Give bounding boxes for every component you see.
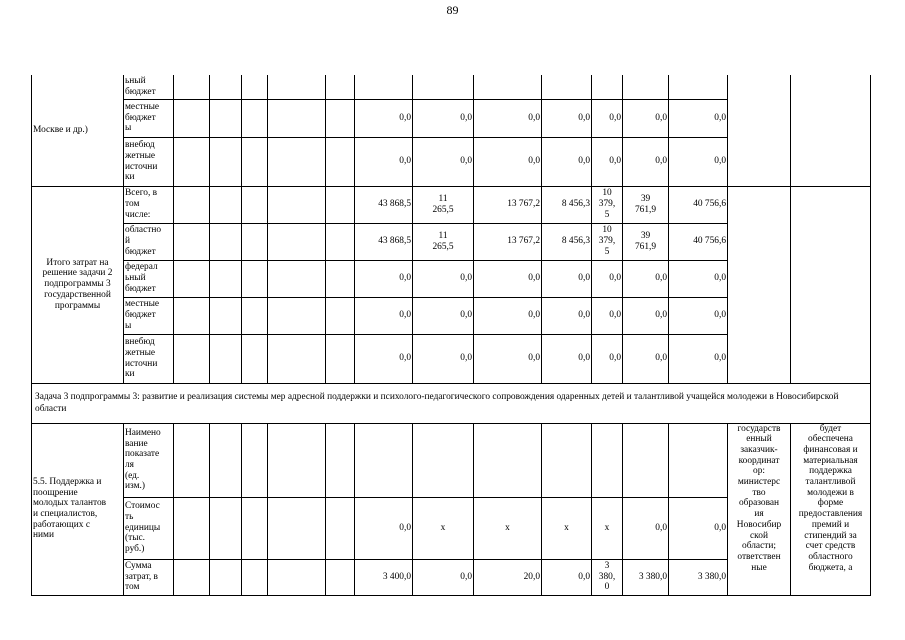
empty-cell: [268, 99, 326, 137]
empty-cell: [174, 559, 210, 595]
funding-category: Наимено вание показате ля (ед. изм.): [124, 423, 174, 497]
empty-cell: [174, 223, 210, 260]
value-cell: 0,0: [413, 559, 474, 595]
value-cell: 0,0: [542, 334, 592, 383]
value-cell: [542, 423, 592, 497]
measure-label: Москве и др.): [32, 75, 124, 186]
value-cell: 0,0: [592, 334, 623, 383]
result-cell: [791, 186, 871, 383]
empty-cell: [242, 334, 268, 383]
empty-cell: [210, 260, 242, 297]
value-cell: 3 380, 0: [592, 559, 623, 595]
empty-cell: [174, 99, 210, 137]
task-description: Задача 3 подпрограммы 3: развитие и реализация системы мер адресной поддержки и психолого-педагогического сопровождения одаренных детей и талантливой учащейся молодежи в Новосибирской области: [32, 383, 871, 423]
empty-cell: [242, 260, 268, 297]
empty-cell: [326, 334, 355, 383]
value-cell: [592, 423, 623, 497]
funding-category: Сумма затрат, в том: [124, 559, 174, 595]
value-cell: 0,0: [474, 297, 542, 334]
empty-cell: [242, 497, 268, 559]
empty-cell: [268, 75, 326, 99]
empty-cell: [268, 186, 326, 223]
value-cell: 0,0: [669, 260, 728, 297]
empty-cell: [210, 186, 242, 223]
empty-cell: [326, 559, 355, 595]
value-cell: 0,0: [669, 334, 728, 383]
value-cell: 0,0: [669, 297, 728, 334]
empty-cell: [210, 423, 242, 497]
empty-cell: [326, 260, 355, 297]
funding-category: внебюд жетные источни ки: [124, 137, 174, 186]
value-cell: 0,0: [592, 99, 623, 137]
empty-cell: [174, 75, 210, 99]
value-cell: 13 767,2: [474, 186, 542, 223]
empty-cell: [268, 260, 326, 297]
value-cell: 40 756,6: [669, 223, 728, 260]
value-cell: 39 761,9: [623, 223, 669, 260]
result-cell: [791, 75, 871, 186]
value-cell: 0,0: [592, 137, 623, 186]
value-cell: 10 379, 5: [592, 223, 623, 260]
value-cell: 11 265,5: [413, 186, 474, 223]
empty-cell: [242, 186, 268, 223]
value-cell: 0,0: [542, 99, 592, 137]
empty-cell: [326, 99, 355, 137]
value-cell: [669, 423, 728, 497]
value-cell: x: [413, 497, 474, 559]
value-cell: 10 379, 5: [592, 186, 623, 223]
value-cell: 0,0: [669, 99, 728, 137]
value-cell: 0,0: [542, 260, 592, 297]
value-cell: [623, 423, 669, 497]
empty-cell: [174, 260, 210, 297]
value-cell: 0,0: [413, 260, 474, 297]
funding-category: федерал ьный бюджет: [124, 260, 174, 297]
executor-cell: государств енный заказчик- координат ор: министерс тво образован ия Новосибир ской области; ответствен ные: [728, 423, 791, 595]
value-cell: 11 265,5: [413, 223, 474, 260]
value-cell: 0,0: [355, 297, 413, 334]
table-row: [32, 423, 871, 497]
empty-cell: [210, 223, 242, 260]
empty-cell: [268, 497, 326, 559]
table-row: [32, 186, 871, 223]
empty-cell: [210, 137, 242, 186]
value-cell: 0,0: [542, 137, 592, 186]
value-cell: 0,0: [542, 559, 592, 595]
value-cell: 0,0: [474, 99, 542, 137]
empty-cell: [210, 497, 242, 559]
value-cell: 0,0: [413, 334, 474, 383]
value-cell: 0,0: [592, 260, 623, 297]
value-cell: [355, 423, 413, 497]
value-cell: [474, 423, 542, 497]
empty-cell: [210, 297, 242, 334]
empty-cell: [174, 186, 210, 223]
funding-category: Всего, в том числе:: [124, 186, 174, 223]
empty-cell: [268, 137, 326, 186]
empty-cell: [174, 297, 210, 334]
empty-cell: [242, 99, 268, 137]
empty-cell: [326, 297, 355, 334]
value-cell: 0,0: [669, 497, 728, 559]
value-cell: x: [592, 497, 623, 559]
value-cell: 3 400,0: [355, 559, 413, 595]
value-cell: 3 380,0: [669, 559, 728, 595]
value-cell: 43 868,5: [355, 186, 413, 223]
value-cell: 8 456,3: [542, 223, 592, 260]
empty-cell: [174, 423, 210, 497]
value-cell: [355, 75, 413, 99]
result-cell: будет обеспечена финансовая и материальная поддержка талантливой молодежи в форме предоставления премий и стипендий за счет средств областного бюджета, а: [791, 423, 871, 595]
empty-cell: [326, 186, 355, 223]
funding-category: внебюд жетные источни ки: [124, 334, 174, 383]
value-cell: 0,0: [669, 137, 728, 186]
budget-table: [31, 75, 871, 596]
funding-category: Стоимос ть единицы (тыс. руб.): [124, 497, 174, 559]
value-cell: [623, 75, 669, 99]
value-cell: 0,0: [623, 297, 669, 334]
funding-category: местные бюджет ы: [124, 99, 174, 137]
executor-cell: [728, 75, 791, 186]
value-cell: [669, 75, 728, 99]
value-cell: 0,0: [413, 99, 474, 137]
value-cell: x: [474, 497, 542, 559]
empty-cell: [174, 334, 210, 383]
value-cell: 0,0: [355, 99, 413, 137]
table-row: [32, 75, 871, 99]
funding-category: областно й бюджет: [124, 223, 174, 260]
empty-cell: [242, 75, 268, 99]
empty-cell: [242, 297, 268, 334]
task-row: [32, 383, 871, 423]
value-cell: 3 380,0: [623, 559, 669, 595]
empty-cell: [268, 423, 326, 497]
empty-cell: [210, 559, 242, 595]
value-cell: [592, 75, 623, 99]
empty-cell: [210, 334, 242, 383]
value-cell: 0,0: [623, 99, 669, 137]
empty-cell: [326, 223, 355, 260]
value-cell: [413, 75, 474, 99]
empty-cell: [174, 497, 210, 559]
value-cell: [413, 423, 474, 497]
value-cell: 0,0: [474, 334, 542, 383]
empty-cell: [242, 137, 268, 186]
value-cell: 0,0: [355, 497, 413, 559]
empty-cell: [174, 137, 210, 186]
value-cell: 43 868,5: [355, 223, 413, 260]
value-cell: 39 761,9: [623, 186, 669, 223]
empty-cell: [210, 99, 242, 137]
empty-cell: [210, 75, 242, 99]
value-cell: 0,0: [592, 297, 623, 334]
empty-cell: [326, 75, 355, 99]
funding-category: ьный бюджет: [124, 75, 174, 99]
empty-cell: [326, 137, 355, 186]
value-cell: 0,0: [474, 137, 542, 186]
value-cell: 8 456,3: [542, 186, 592, 223]
value-cell: 20,0: [474, 559, 542, 595]
empty-cell: [242, 223, 268, 260]
empty-cell: [242, 559, 268, 595]
empty-cell: [268, 559, 326, 595]
value-cell: [542, 75, 592, 99]
empty-cell: [326, 497, 355, 559]
value-cell: 0,0: [623, 137, 669, 186]
value-cell: 0,0: [355, 334, 413, 383]
empty-cell: [268, 334, 326, 383]
empty-cell: [268, 297, 326, 334]
empty-cell: [242, 423, 268, 497]
value-cell: 0,0: [355, 260, 413, 297]
value-cell: 0,0: [413, 137, 474, 186]
empty-cell: [326, 423, 355, 497]
value-cell: 0,0: [623, 334, 669, 383]
page-number: 89: [446, 3, 459, 17]
value-cell: 40 756,6: [669, 186, 728, 223]
measure-label: 5.5. Поддержка и поощрение молодых талантов и специалистов, работающих с ними: [32, 423, 124, 595]
value-cell: 0,0: [355, 137, 413, 186]
value-cell: 0,0: [542, 297, 592, 334]
value-cell: x: [542, 497, 592, 559]
empty-cell: [268, 223, 326, 260]
funding-category: местные бюджет ы: [124, 297, 174, 334]
executor-cell: [728, 186, 791, 383]
total-label: Итого затрат на решение задачи 2 подпрограммы 3 государственной программы: [32, 186, 124, 383]
value-cell: 0,0: [413, 297, 474, 334]
value-cell: 0,0: [623, 497, 669, 559]
value-cell: 0,0: [474, 260, 542, 297]
value-cell: [474, 75, 542, 99]
value-cell: 13 767,2: [474, 223, 542, 260]
value-cell: 0,0: [623, 260, 669, 297]
